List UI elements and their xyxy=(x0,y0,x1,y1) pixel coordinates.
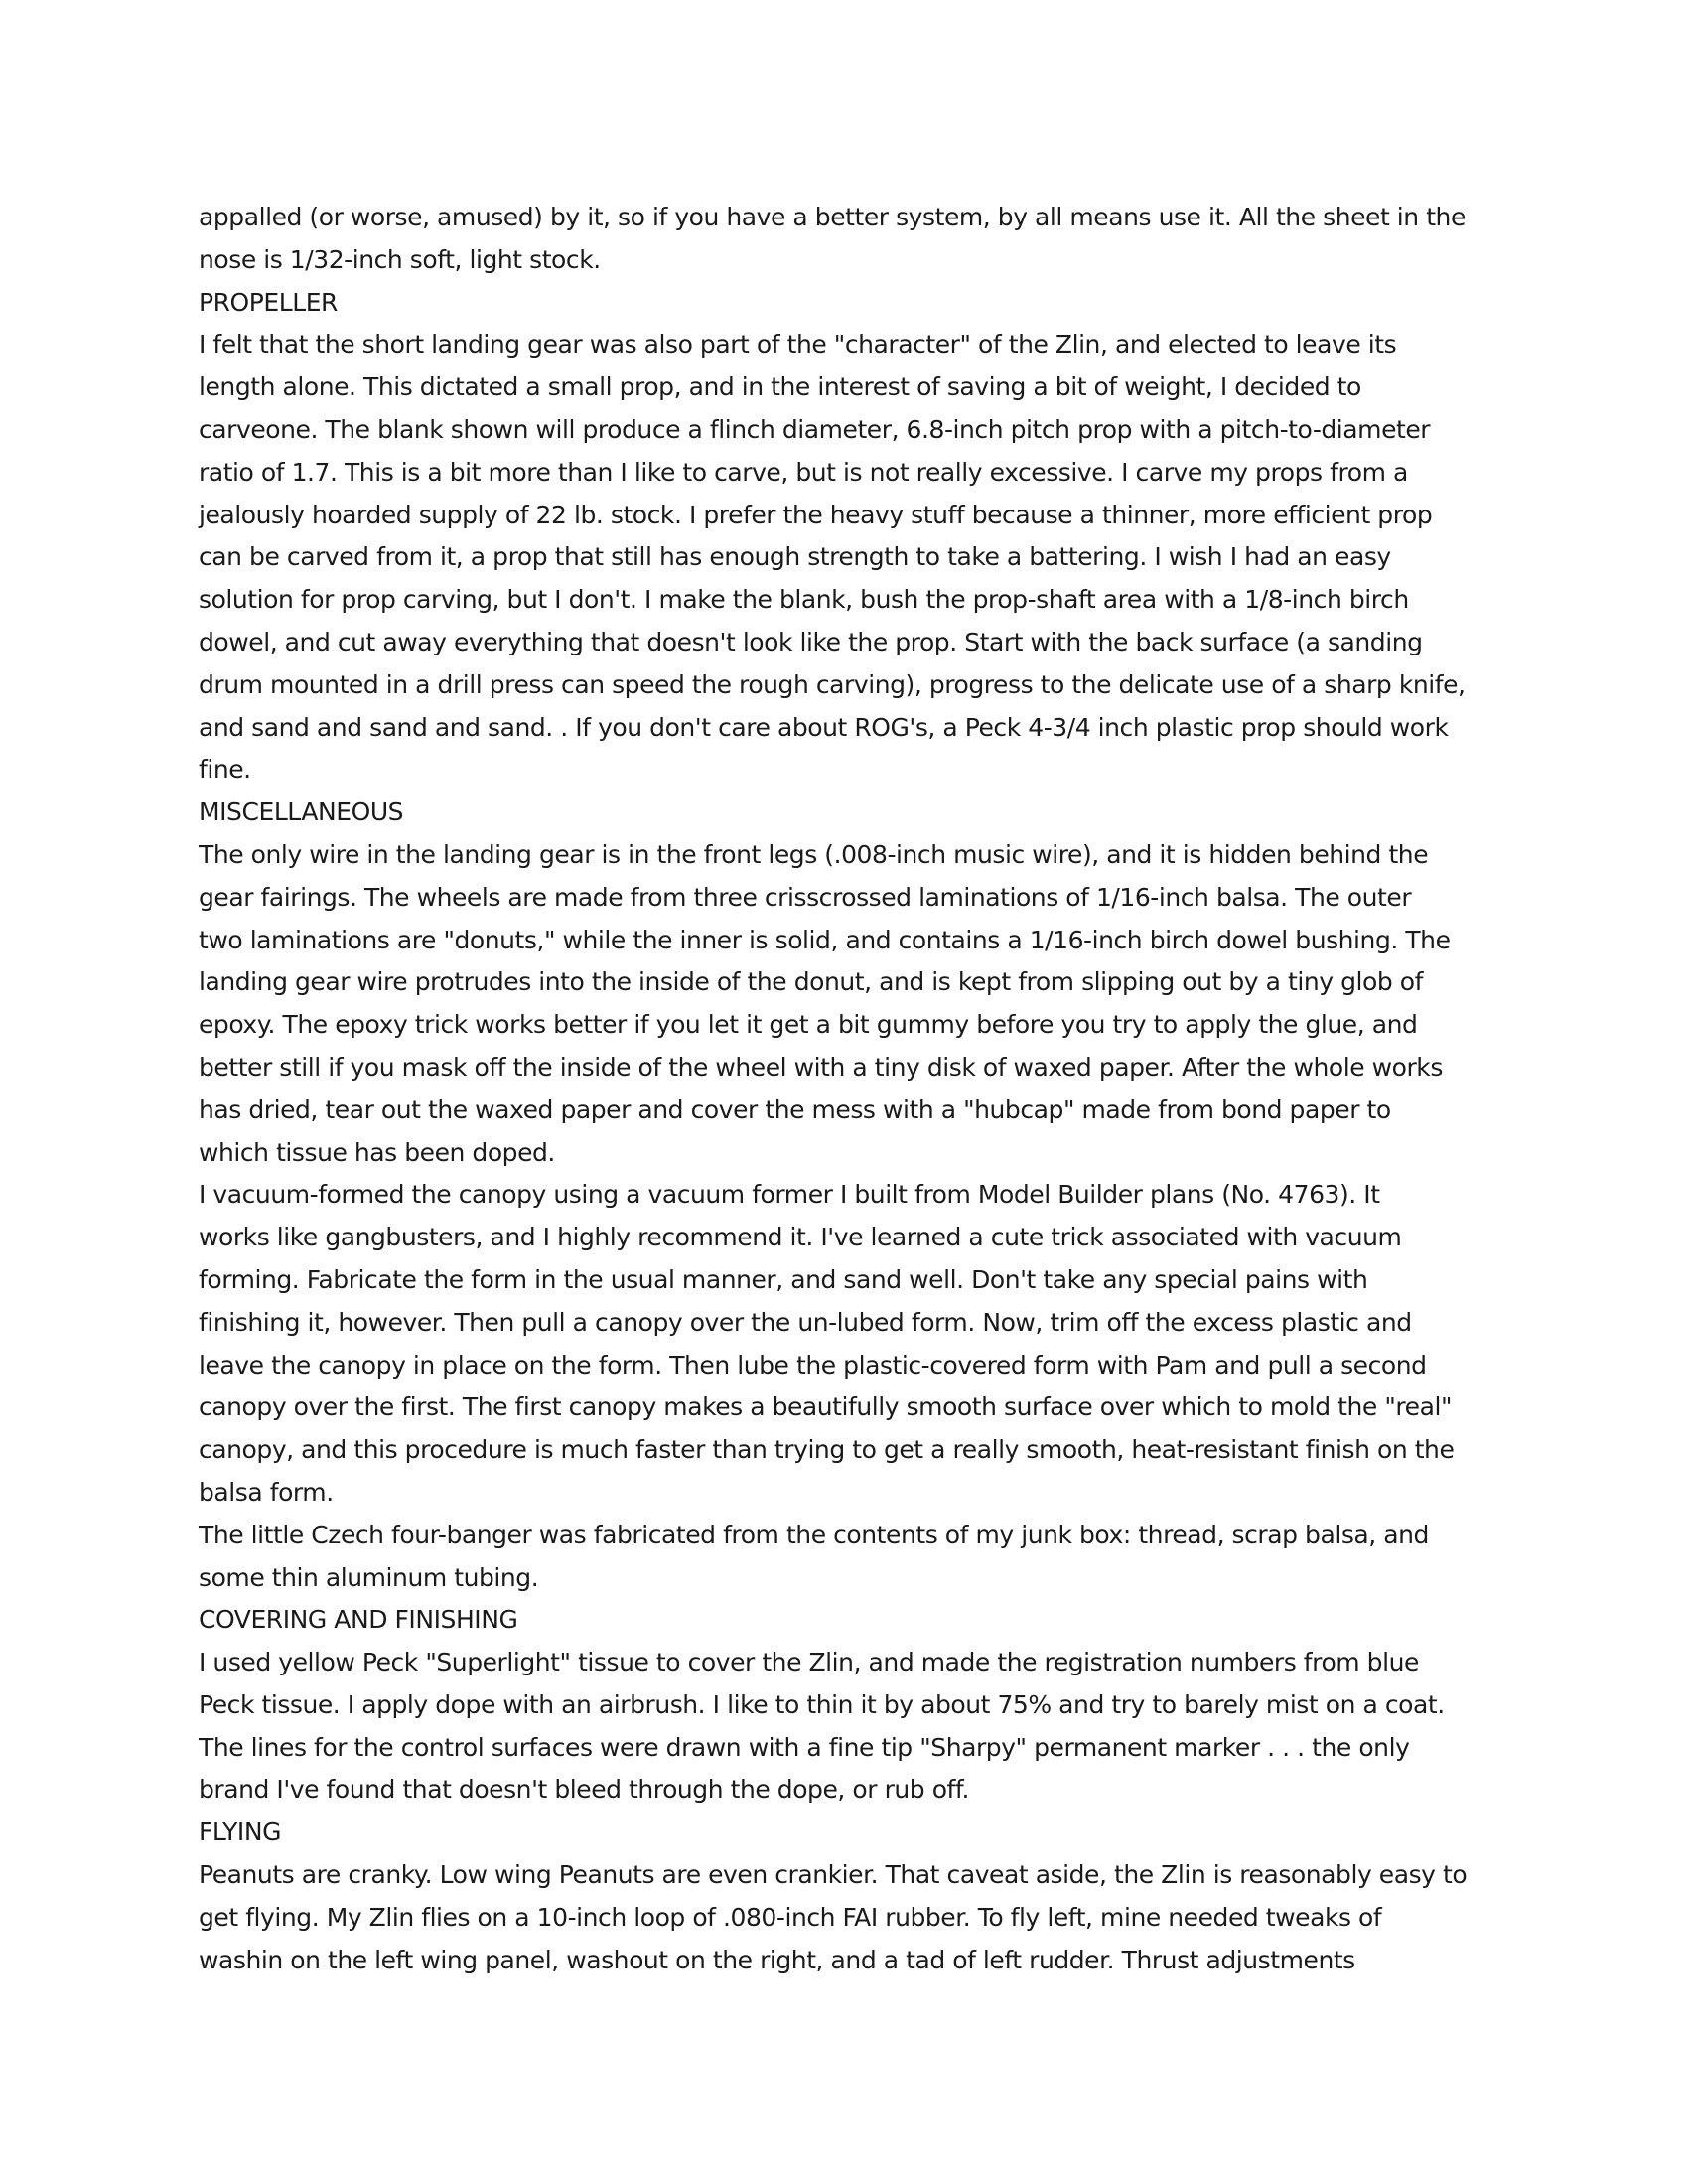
text-line: solution for prop carving, but I don't. I make the blank, bush the prop-shaft area with a 1/8-inch birch xyxy=(199,585,1409,615)
text-line: The lines for the control surfaces were drawn with a fine tip "Sharpy" permanent marker . . . the only xyxy=(199,1732,1410,1762)
text-line: drum mounted in a drill press can speed the rough carving), progress to the delicate use of a sharp knife, xyxy=(199,669,1466,699)
text-line: epoxy. The epoxy trick works better if you let it get a bit gummy before you try to apply the glue, and xyxy=(199,1010,1418,1040)
text-line: which tissue has been doped. xyxy=(199,1137,555,1167)
text-line: two laminations are "donuts," while the inner is solid, and contains a 1/16-inch birch dowel bushing. The xyxy=(199,925,1451,954)
text-line: balsa form. xyxy=(199,1477,334,1507)
text-line: finishing it, however. Then pull a canopy over the un-lubed form. Now, trim off the excess plastic and xyxy=(199,1307,1412,1337)
text-line: I used yellow Peck "Superlight" tissue to cover the Zlin, and made the registration numbers from blue xyxy=(199,1648,1419,1677)
section-heading-miscellaneous: MISCELLANEOUS xyxy=(199,798,404,827)
text-line: dowel, and cut away everything that doesn't look like the prop. Start with the back surface (a sanding xyxy=(199,627,1423,656)
document-body xyxy=(199,197,1501,1981)
text-line: I vacuum-formed the canopy using a vacuum former I built from Model Builder plans (No. 4763). It xyxy=(199,1180,1380,1210)
text-line: The only wire in the landing gear is in the front legs (.008-inch music wire), and it is hidden behind the xyxy=(199,839,1429,869)
text-line: washin on the left wing panel, washout on the right, and a tad of left rudder. Thrust adjustments xyxy=(199,1945,1355,1974)
text-line: canopy, and this procedure is much faster than trying to get a really smooth, heat-resistant finish on the xyxy=(199,1435,1455,1465)
text-line: some thin aluminum tubing. xyxy=(199,1562,539,1592)
text-line: leave the canopy in place on the form. Then lube the plastic-covered form with Pam and pull a second xyxy=(199,1350,1427,1380)
text-line: canopy over the first. The first canopy makes a beautifully smooth surface over which to mold the "real" xyxy=(199,1392,1452,1422)
text-line: has dried, tear out the waxed paper and cover the mess with a "hubcap" made from bond paper to xyxy=(199,1094,1391,1124)
text-line: landing gear wire protrudes into the inside of the donut, and is kept from slipping out by a tiny glob of xyxy=(199,967,1423,997)
text-line: fine. xyxy=(199,755,251,785)
section-heading-flying: FLYING xyxy=(199,1818,282,1847)
text-line: and sand and sand and sand. . If you don't care about ROG's, a Peck 4-3/4 inch plastic prop should work xyxy=(199,712,1449,742)
text-line: The little Czech four-banger was fabricated from the contents of my junk box: thread, scrap balsa, and xyxy=(199,1520,1429,1549)
text-line: appalled (or worse, amused) by it, so if you have a better system, by all means use it. All the sheet in the xyxy=(199,203,1466,231)
text-line: better still if you mask off the inside of the wheel with a tiny disk of waxed paper. After the whole works xyxy=(199,1052,1443,1082)
text-line: carveone. The blank shown will produce a flinch diameter, 6.8-inch pitch prop with a pitch-to-diameter xyxy=(199,414,1431,444)
section-heading-covering-and-finishing: COVERING AND FINISHING xyxy=(199,1605,518,1635)
section-heading-propeller: PROPELLER xyxy=(199,287,338,317)
text-line: ratio of 1.7. This is a bit more than I like to carve, but is not really excessive. I carve my props from a xyxy=(199,457,1408,487)
text-line: nose is 1/32-inch soft, light stock. xyxy=(199,244,601,274)
text-line: forming. Fabricate the form in the usual manner, and sand well. Don't take any special pains with xyxy=(199,1264,1368,1294)
text-line: gear fairings. The wheels are made from three crisscrossed laminations of 1/16-inch balsa. The outer xyxy=(199,882,1412,912)
text-line: can be carved from it, a prop that still has enough strength to take a battering. I wish I had an easy xyxy=(199,542,1391,572)
text-line: Peanuts are cranky. Low wing Peanuts are even crankier. That caveat aside, the Zlin is reasonably easy to xyxy=(199,1860,1468,1890)
text-line: I felt that the short landing gear was also part of the "character" of the Zlin, and elected to leave its xyxy=(199,330,1397,360)
text-line: length alone. This dictated a small prop, and in the interest of saving a bit of weight, I decided to xyxy=(199,372,1361,402)
text-line: brand I've found that doesn't bleed through the dope, or rub off. xyxy=(199,1775,969,1805)
text-line: Peck tissue. I apply dope with an airbrush. I like to thin it by about 75% and try to barely mist on a coat. xyxy=(199,1689,1445,1719)
text-line: jealously hoarded supply of 22 lb. stock. I prefer the heavy stuff because a thinner, more efficient prop xyxy=(199,500,1433,529)
text-line: works like gangbusters, and I highly recommend it. I've learned a cute trick associated with vacuum xyxy=(199,1223,1402,1252)
text-line: get flying. My Zlin flies on a 10-inch loop of .080-inch FAI rubber. To fly left, mine needed tweaks of xyxy=(199,1902,1382,1932)
